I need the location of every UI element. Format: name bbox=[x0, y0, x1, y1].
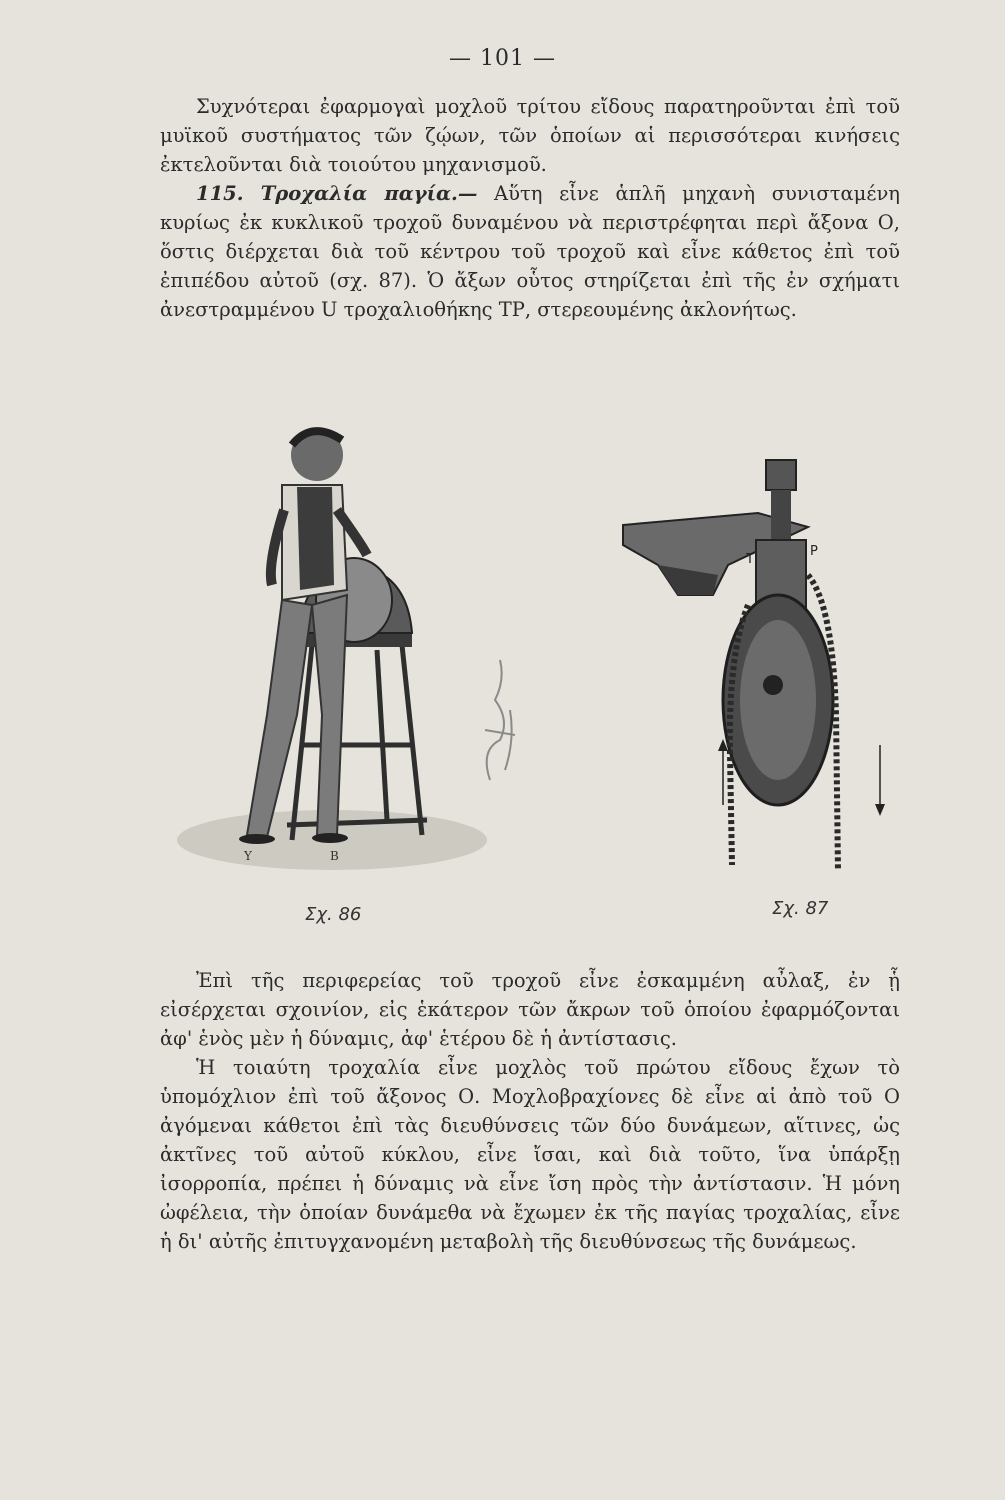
fig86-label-b: Β bbox=[330, 849, 339, 863]
figure-87-caption: Σχ. 87 bbox=[772, 898, 829, 919]
paragraph-pulley-as-lever: Ἡ τοιαύτη τροχαλία εἶνε μοχλὸς τοῦ πρώτου εἴδους ἔχων τὸ ὑπομόχλιον ἐπὶ τοῦ ἄξονος Ο. Μοχλοβραχίονες δὲ εἶνε αἱ ἀπὸ τοῦ Ο ἀγόμεναι κάθετοι ἐπὶ τὰς διευθύνσεις τῶν δύο δυνάμεων, αἵτινες, ὡς ἀκτῖνες τοῦ αὐτοῦ κύκλου, εἶνε ἴσαι, καὶ διὰ τοῦτο, ἵνα ὑπάρξῃ ἰσορροπία, πρέπει ἡ δύναμις νὰ εἶνε ἴση πρὸς τὴν ἀντίστασιν. Ἡ μόνη ὠφέλεια, τὴν ὁποίαν δυνάμεθα νὰ ἔχωμεν ἐκ τῆς παγίας τροχαλίας, εἶνε ἡ δι' αὐτῆς ἐπιτυγχανομένη μεταβολὴ τῆς διευθύνσεως τῆς δυνάμεως. bbox=[160, 1056, 900, 1253]
figure-86-caption: Σχ. 86 bbox=[305, 904, 362, 925]
figure-86-grindstone-illustration bbox=[172, 415, 490, 885]
upper-text-block bbox=[160, 92, 900, 324]
fig87-label-p: Ρ bbox=[810, 544, 818, 559]
page-number: — 101 — bbox=[449, 46, 556, 71]
lower-text-block bbox=[160, 966, 900, 1256]
fixed-pulley-definition: Αὕτη εἶνε ἁπλῆ μηχανὴ συνισταμένη κυρίως ἐκ κυκλικοῦ τροχοῦ δυναμένου νὰ περιστρέφηται περὶ ἄξονα Ο, ὅστις διέρχεται διὰ τοῦ κέντρου τοῦ τροχοῦ καὶ εἶνε κάθετος ἐπὶ τοῦ ἐπιπέδου αὐτοῦ (σχ. 87). Ὁ ἄξων οὗτος στηρίζεται ἐπὶ τῆς ἐν σχήματι ἀνεστραμμένου U τροχαλιοθήκης ΤΡ, στερεουμένης ἀκλονήτως. bbox=[160, 182, 900, 321]
figure-87-fixed-pulley-illustration bbox=[618, 455, 908, 885]
section-heading: 115. Τροχαλία παγία.— bbox=[196, 182, 478, 205]
fig86-label-y: Υ bbox=[244, 849, 252, 863]
handwritten-signature bbox=[470, 640, 530, 790]
paragraph-third-kind-levers: Συχνότεραι ἐφαρμογαὶ μοχλοῦ τρίτου εἴδους παρατηροῦνται ἐπὶ τοῦ μυϊκοῦ συστήματος τῶν ζῴων, τῶν ὁποίων αἱ περισσότεραι κινήσεις ἐκτελοῦνται διὰ τοιούτου μηχανισμοῦ. bbox=[160, 95, 900, 176]
paragraph-groove-rope: Ἐπὶ τῆς περιφερείας τοῦ τροχοῦ εἶνε ἐσκαμμένη αὖλαξ, ἐν ᾗ εἰσέρχεται σχοινίον, εἰς ἑκάτερον τῶν ἄκρων τοῦ ὁποίου ἐφαρμόζονται ἀφ' ἑνὸς μὲν ἡ δύναμις, ἀφ' ἑτέρου δὲ ἡ ἀντίστασις. bbox=[160, 969, 900, 1050]
paragraph-fixed-pulley bbox=[160, 179, 900, 324]
fig87-label-t: Τ bbox=[746, 552, 754, 567]
